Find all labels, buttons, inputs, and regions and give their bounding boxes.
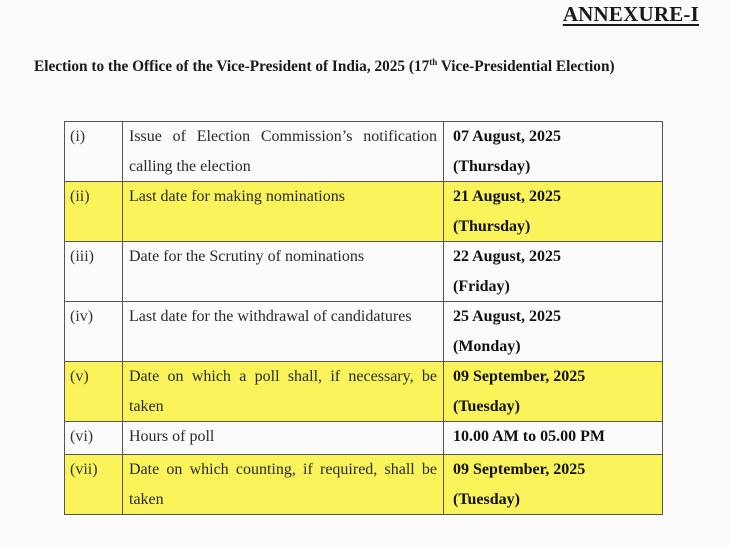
election-schedule-table (64, 121, 663, 515)
row-day: (Thursday) (453, 217, 531, 235)
row-date-cell (444, 302, 663, 362)
row-number: (ii) (65, 182, 123, 242)
row-event: Issue of Election Commission’s notification calling the election (123, 122, 444, 182)
table-row (65, 122, 663, 182)
row-day: (Tuesday) (453, 490, 520, 508)
row-day: (Monday) (453, 337, 521, 355)
row-day: (Friday) (453, 277, 510, 295)
row-number: (vii) (65, 455, 123, 515)
row-date: 07 August, 2025 (453, 128, 562, 145)
row-date-cell (444, 362, 663, 422)
table-row (65, 182, 663, 242)
row-number: (vi) (65, 422, 123, 455)
row-day: (Tuesday) (453, 397, 520, 415)
row-event: Date on which a poll shall, if necessary, be taken (123, 362, 444, 422)
row-date-cell (444, 242, 663, 302)
row-event: Date on which counting, if required, shall be taken (123, 455, 444, 515)
row-date-cell (444, 182, 663, 242)
table-row (65, 242, 663, 302)
row-date: 09 September, 2025 (453, 461, 586, 478)
row-date-cell (444, 122, 663, 182)
heading-text-part1: Election to the Office of the Vice-President of India, 2025 (17 (34, 58, 430, 75)
row-date-cell (444, 455, 663, 515)
row-day: (Thursday) (453, 157, 531, 175)
table-row (65, 455, 663, 515)
row-number: (iv) (65, 302, 123, 362)
row-number: (i) (65, 122, 123, 182)
row-event: Last date for making nominations (123, 182, 444, 242)
row-number: (v) (65, 362, 123, 422)
row-event: Hours of poll (123, 422, 444, 455)
table-row (65, 302, 663, 362)
row-date: 25 August, 2025 (453, 308, 562, 325)
row-date: 09 September, 2025 (453, 368, 586, 385)
row-number: (iii) (65, 242, 123, 302)
heading-superscript: th (429, 57, 438, 67)
heading-text-part2: Vice-Presidential Election) (437, 58, 615, 75)
document-heading (34, 58, 714, 76)
row-date: 21 August, 2025 (453, 188, 562, 205)
row-event: Date for the Scrutiny of nominations (123, 242, 444, 302)
table-row (65, 362, 663, 422)
annexure-label: ANNEXURE-I (562, 2, 699, 26)
row-date: 22 August, 2025 (453, 248, 562, 265)
row-date-cell (444, 422, 663, 455)
row-date: 10.00 AM to 05.00 PM (453, 428, 605, 445)
table-row (65, 422, 663, 455)
row-event: Last date for the withdrawal of candidatures (123, 302, 444, 362)
